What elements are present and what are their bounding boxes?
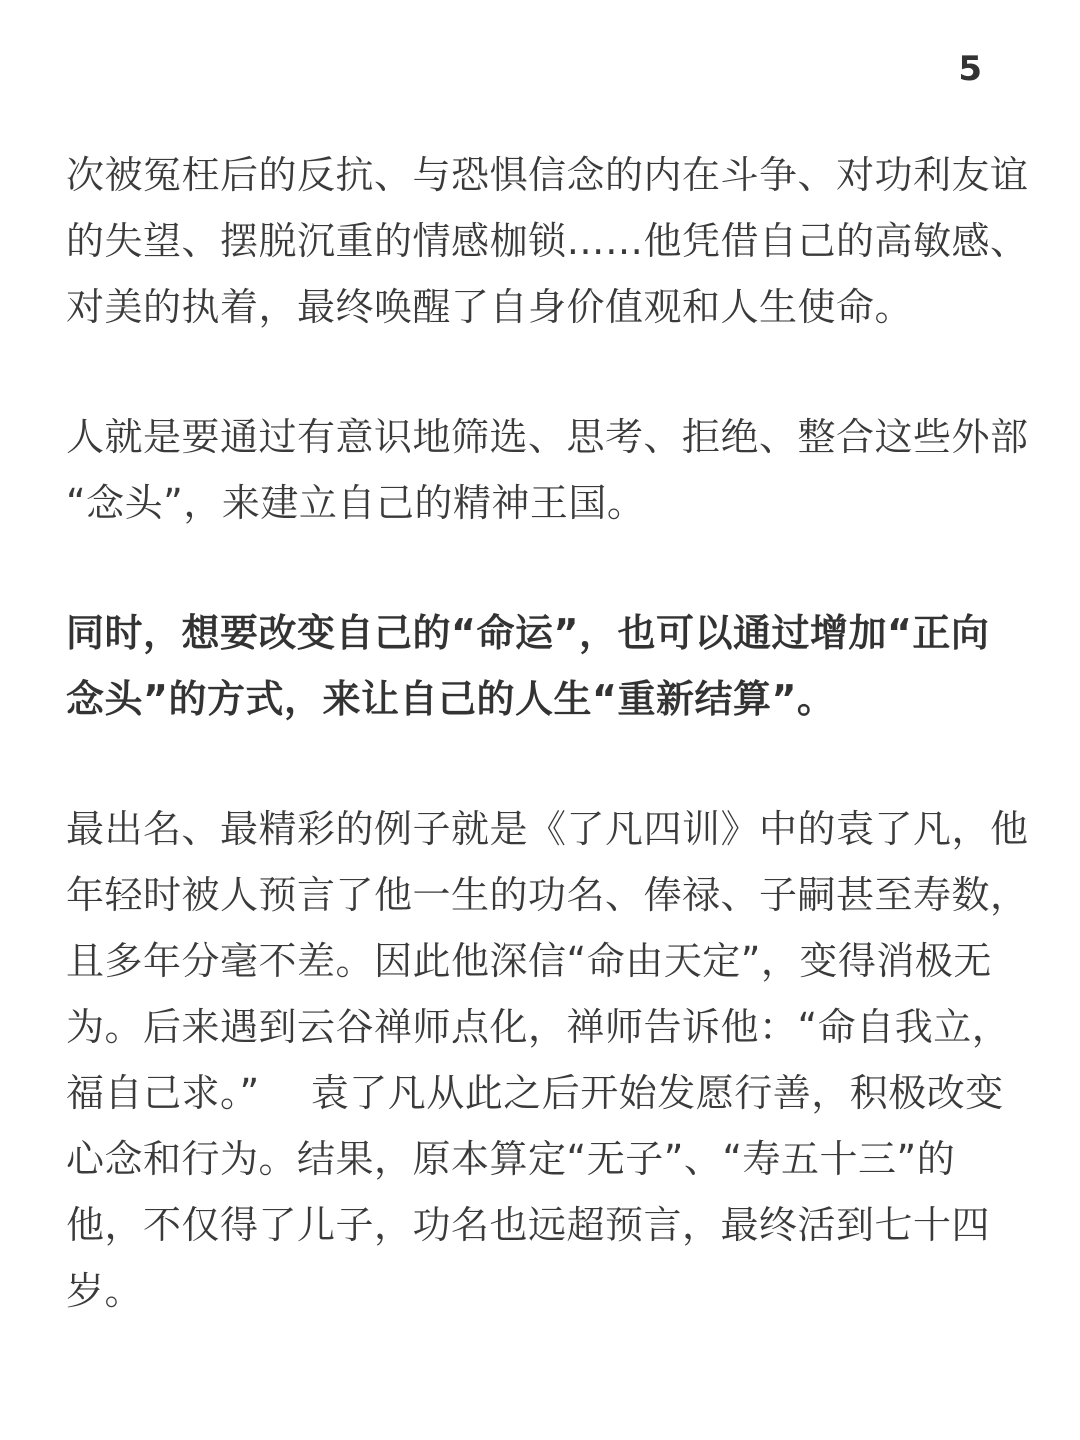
text-line: 岁。 <box>66 1269 144 1313</box>
text-line: “念头”，来建立自己的精神王国。 <box>66 481 646 525</box>
paragraph-4 <box>66 796 1029 1324</box>
text-line: 他，不仅得了儿子，功名也远超预言，最终活到七十四 <box>66 1203 991 1247</box>
text-line: 心念和行为。结果，原本算定“无子”、“寿五十三”的 <box>66 1137 956 1181</box>
text-line: 人就是要通过有意识地筛选、思考、拒绝、整合这些外部 <box>66 415 1029 459</box>
text-line: 且多年分毫不差。因此他深信“命由天定”，变得消极无 <box>66 939 992 983</box>
text-line: 最出名、最精彩的例子就是《了凡四训》中的袁了凡，他 <box>66 807 1029 851</box>
text-line: 的失望、摆脱沉重的情感枷锁……他凭借自己的高敏感、 <box>66 219 1029 263</box>
article-body <box>66 142 1029 1388</box>
paragraph-2 <box>66 404 1029 536</box>
page-number: 5 <box>958 49 982 89</box>
text-line: 年轻时被人预言了他一生的功名、俸禄、子嗣甚至寿数， <box>66 873 1029 917</box>
text-line: 对美的执着，最终唤醒了自身价值观和人生使命。 <box>66 285 914 329</box>
text-line: 同时，想要改变自己的“命运”，也可以通过增加“正向 <box>66 611 990 655</box>
text-line: 次被冤枉后的反抗、与恐惧信念的内在斗争、对功利友谊 <box>66 153 1029 197</box>
paragraph-1 <box>66 142 1029 340</box>
text-line: 为。后来遇到云谷禅师点化，禅师告诉他：“命自我立， <box>66 1005 1011 1049</box>
text-line: 念头”的方式，来让自己的人生“重新结算”。 <box>66 677 836 721</box>
paragraph-3-emphasis <box>66 600 1016 732</box>
text-line: 福自己求。” 袁了凡从此之后开始发愿行善，积极改变 <box>66 1071 1004 1115</box>
